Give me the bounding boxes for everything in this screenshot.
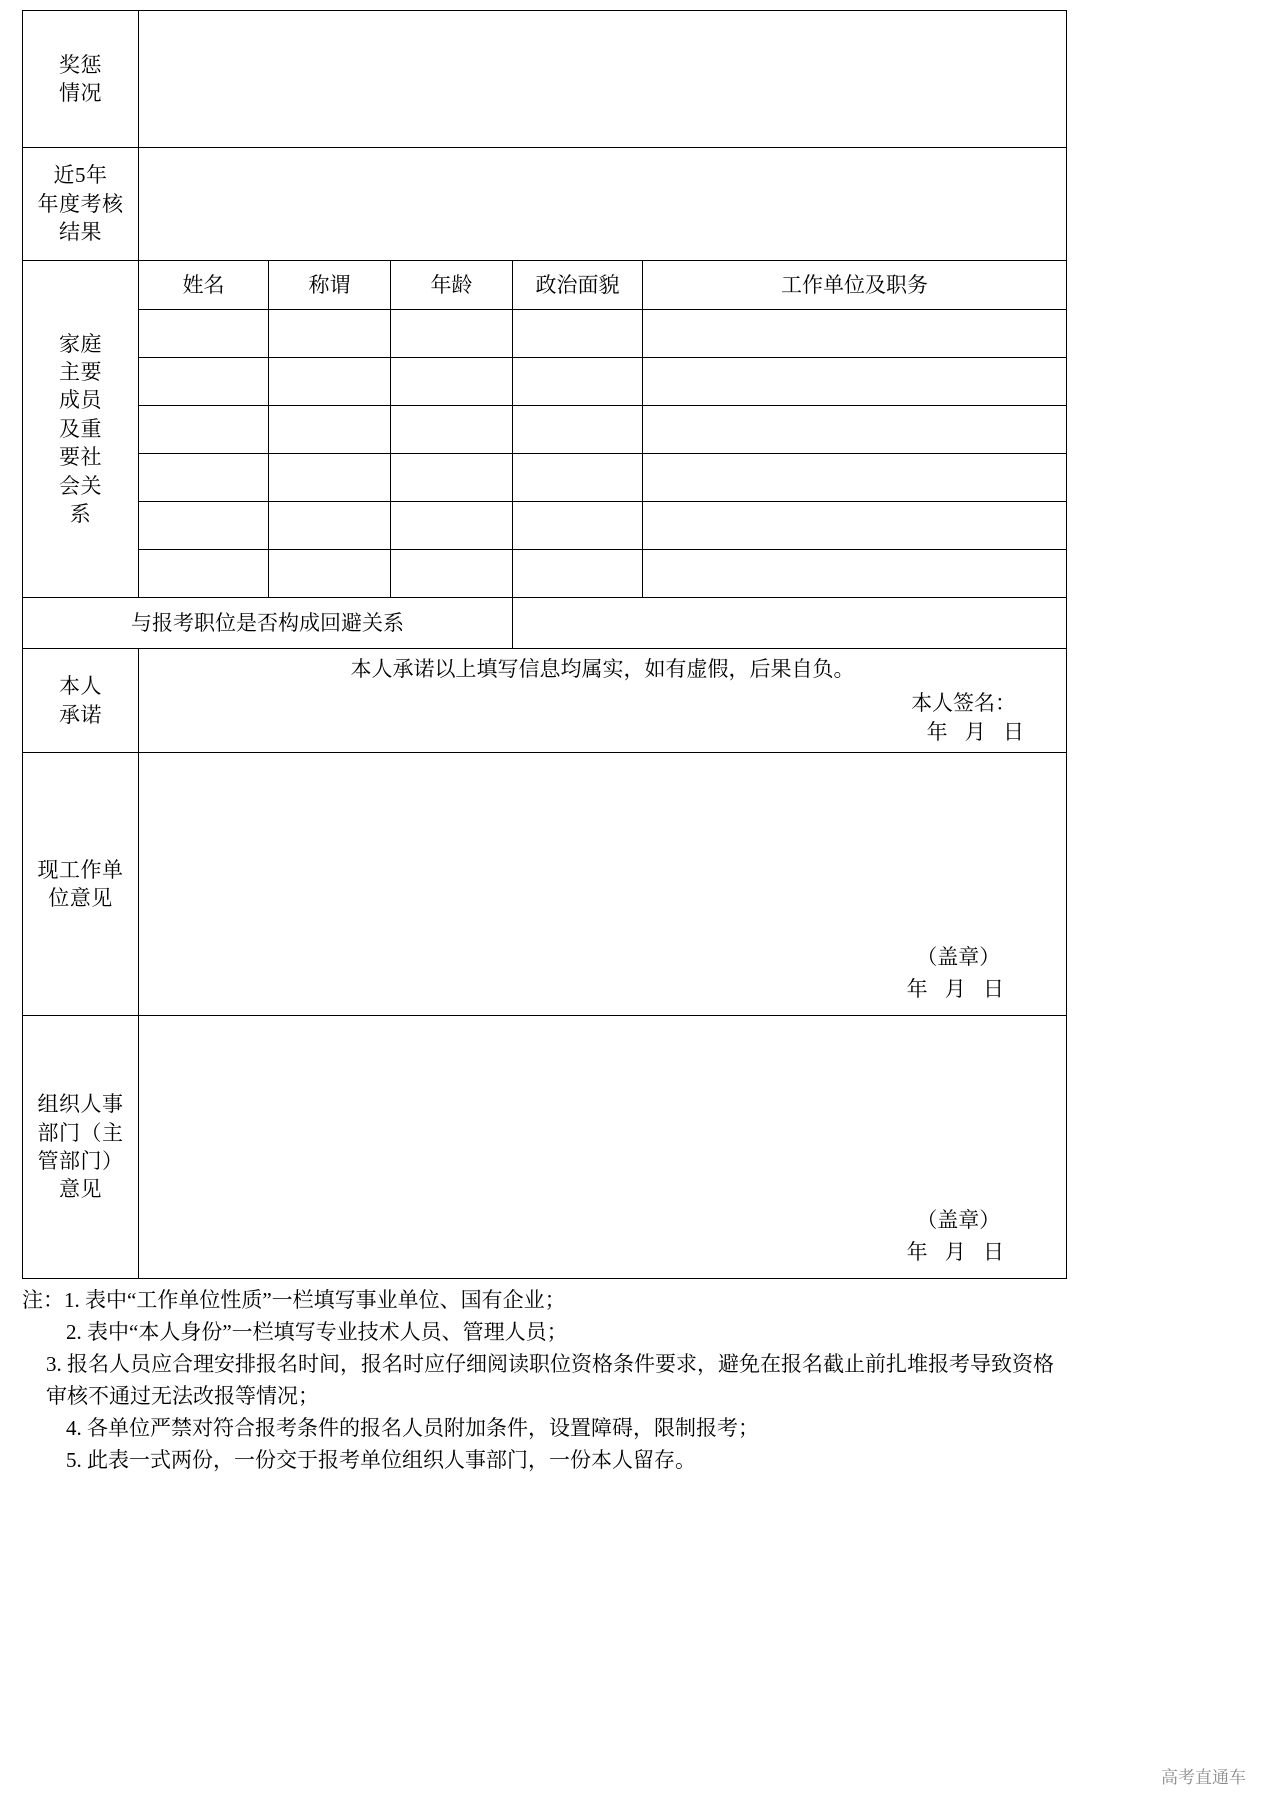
family-cell-age[interactable]: [391, 310, 513, 358]
family-cell-political[interactable]: [513, 502, 643, 550]
table-row-reward: [23, 11, 1067, 148]
family-cell-relation[interactable]: [269, 502, 391, 550]
family-cell-political[interactable]: [513, 310, 643, 358]
current-employer-seal-block: [907, 942, 1011, 1005]
row-label-reward-text: 奖惩 情况: [59, 52, 102, 105]
family-cell-age[interactable]: [391, 550, 513, 598]
note-item-5: 5. 此表一式两份，一份交于报考单位组织人事部门，一份本人留存。: [66, 1447, 696, 1472]
row-label-current-employer-opinion-text: 现工作单 位意见: [37, 857, 124, 910]
family-table-row: [23, 502, 1067, 550]
family-col-header-relation: 称谓: [269, 261, 391, 310]
family-table-row: [23, 406, 1067, 454]
family-cell-employer[interactable]: [643, 502, 1067, 550]
promise-signature-label[interactable]: 本人签名：: [911, 691, 1017, 716]
family-cell-relation[interactable]: [269, 454, 391, 502]
form-notes: [22, 1285, 1066, 1476]
row-label-family: [23, 261, 139, 598]
family-col-header-name: 姓名: [139, 261, 269, 310]
row-label-appraisal: [23, 148, 139, 261]
row-value-reward[interactable]: [139, 11, 1067, 148]
family-cell-relation[interactable]: [269, 358, 391, 406]
row-label-family-text: 家庭 主要 成员 及重 要社 会关 系: [59, 331, 102, 526]
family-cell-employer[interactable]: [643, 550, 1067, 598]
row-value-avoidance[interactable]: [513, 598, 1067, 649]
application-form-table: [22, 10, 1067, 1279]
family-cell-name[interactable]: [139, 358, 269, 406]
family-cell-employer[interactable]: [643, 406, 1067, 454]
row-label-promise: [23, 649, 139, 753]
family-cell-employer[interactable]: [643, 454, 1067, 502]
family-cell-political[interactable]: [513, 550, 643, 598]
row-value-current-employer-opinion[interactable]: [139, 753, 1067, 1016]
row-label-promise-text: 本人 承诺: [59, 674, 102, 727]
family-cell-relation[interactable]: [269, 310, 391, 358]
table-row-hr-department-opinion: [23, 1016, 1067, 1279]
promise-statement: 本人承诺以上填写信息均属实，如有虚假，后果自负。: [350, 656, 855, 681]
family-cell-political[interactable]: [513, 454, 643, 502]
table-row-promise: [23, 649, 1067, 753]
family-cell-political[interactable]: [513, 358, 643, 406]
current-employer-seal-label: （盖章）: [916, 945, 1001, 969]
family-table-row: [23, 310, 1067, 358]
table-row-appraisal: [23, 148, 1067, 261]
family-cell-age[interactable]: [391, 358, 513, 406]
family-cell-name[interactable]: [139, 502, 269, 550]
family-col-header-employer: 工作单位及职务: [643, 261, 1067, 310]
note-item-3: 3. 报名人员应合理安排报名时间，报名时应仔细阅读职位资格条件要求，避免在报名截止前扎堆报考导致资格审核不通过无法改报等情况；: [46, 1351, 1054, 1408]
family-cell-political[interactable]: [513, 406, 643, 454]
family-cell-age[interactable]: [391, 406, 513, 454]
family-cell-name[interactable]: [139, 550, 269, 598]
family-table-row: [23, 358, 1067, 406]
family-cell-age[interactable]: [391, 454, 513, 502]
table-row-family-header: [23, 261, 1067, 310]
family-table-row: [23, 454, 1067, 502]
row-label-reward: [23, 11, 139, 148]
row-label-hr-department-opinion: [23, 1016, 139, 1279]
promise-date-label[interactable]: 年 月 日: [926, 719, 1031, 744]
watermark-label: 高考直通车: [1161, 1768, 1246, 1787]
family-col-header-age: 年龄: [391, 261, 513, 310]
row-value-hr-department-opinion[interactable]: [139, 1016, 1067, 1279]
family-cell-name[interactable]: [139, 406, 269, 454]
row-label-avoidance: 与报考职位是否构成回避关系: [23, 598, 513, 649]
family-cell-relation[interactable]: [269, 550, 391, 598]
table-row-avoidance: [23, 598, 1067, 649]
family-cell-employer[interactable]: [643, 358, 1067, 406]
hr-department-date-label[interactable]: 年 月 日: [906, 1239, 1011, 1264]
current-employer-date-label[interactable]: 年 月 日: [906, 976, 1011, 1001]
note-item-1: 注：1. 表中“工作单位性质”一栏填写事业单位、国有企业；: [22, 1288, 566, 1312]
row-value-appraisal[interactable]: [139, 148, 1067, 261]
note-item-4: 4. 各单位严禁对符合报考条件的报名人员附加条件，设置障碍，限制报考；: [66, 1415, 759, 1440]
family-cell-age[interactable]: [391, 502, 513, 550]
family-cell-name[interactable]: [139, 454, 269, 502]
family-col-header-political: 政治面貌: [513, 261, 643, 310]
table-row-current-employer-opinion: [23, 753, 1067, 1016]
hr-department-seal-block: [907, 1205, 1011, 1268]
row-label-appraisal-text: 近5年 年度考核 结果: [37, 163, 124, 245]
hr-department-seal-label: （盖章）: [916, 1208, 1001, 1232]
note-item-2: 2. 表中“本人身份”一栏填写专业技术人员、管理人员；: [66, 1319, 568, 1344]
row-label-current-employer-opinion: [23, 753, 139, 1016]
row-value-promise: [139, 649, 1067, 753]
family-cell-employer[interactable]: [643, 310, 1067, 358]
family-cell-name[interactable]: [139, 310, 269, 358]
family-cell-relation[interactable]: [269, 406, 391, 454]
family-table-row: [23, 550, 1067, 598]
row-label-hr-department-opinion-text: 组织人事 部门（主 管部门） 意见: [37, 1092, 124, 1202]
